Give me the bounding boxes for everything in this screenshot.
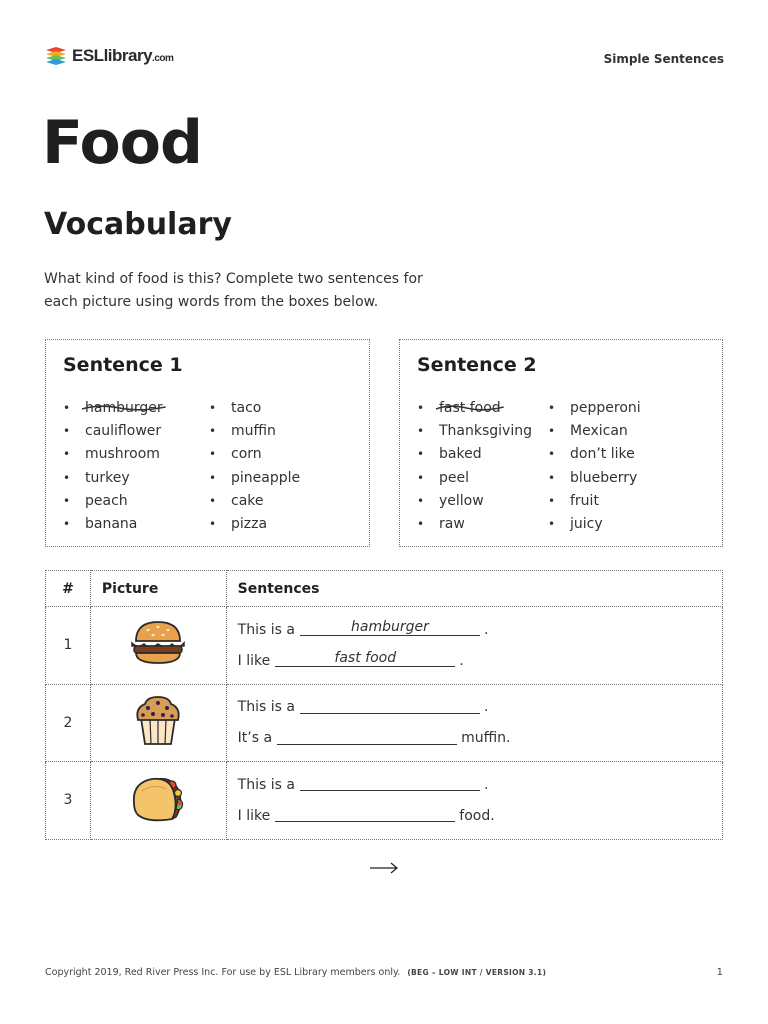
word-item: • don’t like	[548, 443, 641, 466]
word-item	[63, 397, 163, 420]
sentence-2-word-box	[399, 339, 723, 547]
word-item: • cauliflower	[63, 420, 163, 443]
taco-icon	[128, 773, 188, 823]
instructions: What kind of food is this? Complete two sentences for each picture using words from the boxes below.	[44, 271, 423, 310]
sentence-suffix: food.	[459, 807, 495, 824]
page-number: 1	[716, 967, 723, 978]
level-version: (BEG – LOW INT / VERSION 3.1)	[407, 968, 547, 977]
table-header-row	[46, 571, 723, 607]
table-row	[46, 607, 723, 685]
sentence-prefix: I like	[237, 652, 271, 669]
sentence-prefix: This is a	[237, 621, 295, 638]
word-item: • peel	[417, 467, 532, 490]
word-item: • mushroom	[63, 443, 163, 466]
sentence-prefix: This is a	[237, 699, 295, 716]
sentence-line	[238, 723, 722, 754]
copyright-text: Copyright 2019, Red River Press Inc. For use by ESL Library members only.	[45, 967, 401, 978]
crossed-word: hamburger	[85, 397, 163, 420]
sentence-prefix: I like	[237, 807, 271, 824]
strikethrough-icon	[436, 403, 504, 413]
answer-blank[interactable]: fast food	[275, 650, 455, 667]
table-row	[46, 684, 723, 762]
sentence-prefix: This is a	[237, 776, 295, 793]
word-item	[417, 397, 532, 420]
word-item: • baked	[417, 443, 532, 466]
word-item: • pineapple	[209, 467, 300, 490]
column-header-sentences: Sentences	[226, 571, 722, 607]
word-item: • peach	[63, 490, 163, 513]
word-item: • pizza	[209, 513, 300, 536]
page-title: Food	[42, 108, 202, 178]
word-list-column	[548, 397, 641, 536]
page-footer	[45, 967, 723, 978]
answer-blank[interactable]	[300, 774, 480, 791]
column-header-number: #	[46, 571, 91, 607]
word-list-column	[63, 397, 163, 536]
exercise-table	[45, 570, 723, 840]
sentence-line	[238, 692, 722, 723]
picture-cell	[90, 607, 226, 685]
answer-blank[interactable]: hamburger	[300, 619, 480, 636]
book-stack-icon	[44, 44, 68, 68]
word-item: • raw	[417, 513, 532, 536]
word-box-title: Sentence 2	[417, 354, 537, 376]
next-page-arrow-icon[interactable]	[369, 860, 399, 876]
word-item: • turkey	[63, 467, 163, 490]
row-number: 3	[46, 762, 91, 840]
answer-blank[interactable]	[275, 805, 455, 822]
row-number: 2	[46, 684, 91, 762]
strikethrough-icon	[82, 403, 166, 413]
word-item: • blueberry	[548, 467, 641, 490]
esl-library-logo[interactable]	[44, 44, 173, 68]
page-header	[44, 44, 724, 74]
sentence-line	[238, 614, 722, 645]
word-item: • fruit	[548, 490, 641, 513]
sentence-suffix: .	[483, 776, 489, 793]
section-title: Vocabulary	[44, 207, 232, 242]
word-item: • yellow	[417, 490, 532, 513]
word-item: • pepperoni	[548, 397, 641, 420]
sentences-cell	[226, 762, 722, 840]
answer-blank[interactable]	[277, 728, 457, 745]
column-header-picture: Picture	[90, 571, 226, 607]
answer-blank[interactable]	[300, 697, 480, 714]
word-item: • Mexican	[548, 420, 641, 443]
sentences-cell	[226, 684, 722, 762]
lesson-category: Simple Sentences	[603, 52, 724, 66]
crossed-word: fast food	[439, 397, 501, 420]
sentence-1-word-box	[45, 339, 370, 547]
word-list-column	[417, 397, 532, 536]
sentence-line	[238, 769, 722, 800]
logo-text: ESLlibrary.com	[72, 46, 174, 65]
picture-cell	[90, 762, 226, 840]
word-item: • cake	[209, 490, 300, 513]
word-item: • taco	[209, 397, 300, 420]
sentence-suffix: muffin.	[461, 730, 511, 747]
word-box-title: Sentence 1	[63, 354, 183, 376]
row-number: 1	[46, 607, 91, 685]
word-item: • banana	[63, 513, 163, 536]
sentence-prefix: It’s a	[237, 730, 273, 747]
sentence-line	[238, 645, 722, 676]
sentence-suffix: .	[483, 699, 489, 716]
picture-cell	[90, 684, 226, 762]
word-item: • muffin	[209, 420, 300, 443]
muffin-icon	[133, 694, 183, 748]
sentence-suffix: .	[483, 621, 489, 638]
word-item: • corn	[209, 443, 300, 466]
sentence-line	[238, 800, 722, 831]
sentences-cell	[226, 607, 722, 685]
hamburger-icon	[128, 619, 188, 667]
word-list-column	[209, 397, 300, 536]
word-item: • Thanksgiving	[417, 420, 532, 443]
word-item: • juicy	[548, 513, 641, 536]
table-row	[46, 762, 723, 840]
sentence-suffix: .	[459, 652, 464, 669]
